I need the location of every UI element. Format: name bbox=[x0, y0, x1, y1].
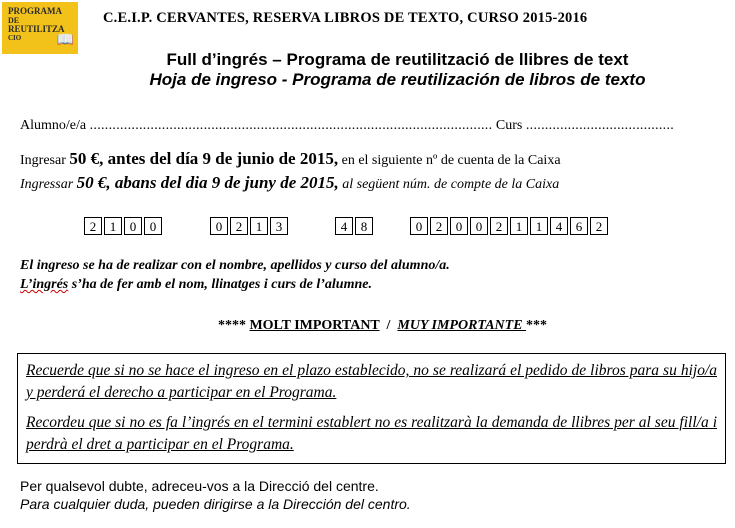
payment-ca-bank: la Caixa bbox=[511, 177, 560, 192]
account-digit: 6 bbox=[570, 217, 588, 235]
logo-line-2: DE bbox=[8, 16, 20, 25]
important-spanish: MUY IMPORTANTE bbox=[397, 318, 527, 333]
account-digit: 2 bbox=[84, 217, 102, 235]
account-digit: 4 bbox=[550, 217, 568, 235]
note-catalan bbox=[20, 277, 372, 293]
curs-label: Curs bbox=[495, 118, 523, 133]
account-digit: 3 bbox=[270, 217, 288, 235]
alumno-label: Alumno/e/a bbox=[20, 118, 87, 133]
curs-field[interactable]: ....................................... bbox=[525, 118, 675, 133]
title-catalan: Full d’ingrés – Programa de reutilització de llibres de text bbox=[166, 50, 629, 69]
account-digit: 0 bbox=[470, 217, 488, 235]
school-header: C.E.I.P. CERVANTES, RESERVA LIBROS DE TEXTO, CURSO 2015-2016 bbox=[103, 10, 588, 26]
warning-spanish: Recuerde que si no se hace el ingreso en el plazo establecido, no se realizará el pedido de libros para su hijo/a y perderá el derecho a participar en el Programa. bbox=[26, 362, 717, 401]
payment-es-deadline: , antes del día 9 de junio de 2015, bbox=[99, 149, 339, 168]
student-row bbox=[20, 118, 674, 134]
logo-line-1: PROGRAMA bbox=[8, 6, 62, 16]
program-logo bbox=[2, 2, 78, 54]
payment-es-amount: 50 € bbox=[69, 149, 100, 168]
important-stars-right: *** bbox=[526, 318, 548, 333]
account-digit: 0 bbox=[210, 217, 228, 235]
payment-ca-deadline: , abans del dia 9 de juny de 2015, bbox=[106, 173, 339, 192]
warning-catalan: Recordeu que si no es fa l’ingrés en el termini establert no es realitzarà la demanda de llibres per al seu fill/a i perdrà el dret a participar en el Programa. bbox=[26, 414, 717, 453]
alumno-field[interactable]: .......................................................................................................... bbox=[89, 118, 493, 133]
logo-line-4: CIO bbox=[8, 34, 22, 42]
account-digit: 0 bbox=[410, 217, 428, 235]
account-digit: 2 bbox=[590, 217, 608, 235]
payment-ca-amount: 50 € bbox=[76, 173, 107, 192]
note-ca-rest: s’ha de fer amb el nom, llinatges i curs de l’alumne. bbox=[68, 277, 372, 292]
account-digit: 2 bbox=[490, 217, 508, 235]
important-banner bbox=[0, 318, 735, 334]
account-office bbox=[210, 217, 290, 235]
account-digit: 0 bbox=[450, 217, 468, 235]
account-digit: 1 bbox=[530, 217, 548, 235]
book-icon: 📖 bbox=[56, 33, 74, 48]
note-spanish: El ingreso se ha de realizar con el nombre, apellidos y curso del alumno/a. bbox=[20, 258, 450, 273]
account-digit: 2 bbox=[230, 217, 248, 235]
account-digit: 1 bbox=[104, 217, 122, 235]
important-stars-left: **** bbox=[217, 318, 250, 333]
account-digit: 2 bbox=[430, 217, 448, 235]
account-digit: 0 bbox=[144, 217, 162, 235]
important-separator: / bbox=[379, 318, 398, 333]
important-catalan: MOLT IMPORTANT bbox=[249, 318, 380, 333]
account-digit: 4 bbox=[335, 217, 353, 235]
payment-es-prefix: Ingresar bbox=[20, 153, 70, 168]
title-spanish: Hoja de ingreso - Programa de reutilización de libros de texto bbox=[149, 70, 646, 89]
account-digit: 1 bbox=[250, 217, 268, 235]
account-digit: 0 bbox=[124, 217, 142, 235]
note-ca-word: L’ingrés bbox=[20, 277, 69, 292]
payment-ca-prefix: Ingressar bbox=[20, 177, 77, 192]
payment-catalan bbox=[20, 173, 559, 193]
account-digit: 8 bbox=[355, 217, 373, 235]
payment-ca-rest: al següent núm. de compte de bbox=[338, 177, 512, 192]
footer-catalan: Per qualsevol dubte, adreceu-vos a la Direcció del centre. bbox=[20, 478, 379, 494]
account-entity bbox=[84, 217, 164, 235]
account-control bbox=[335, 217, 375, 235]
payment-es-bank: la Caixa bbox=[514, 153, 561, 168]
payment-spanish bbox=[20, 149, 561, 169]
account-number bbox=[410, 217, 610, 235]
footer-spanish: Para cualquier duda, pueden dirigirse a la Dirección del centro. bbox=[20, 496, 411, 512]
payment-es-rest: en el siguiente nº de cuenta de bbox=[338, 153, 515, 168]
account-digit: 1 bbox=[510, 217, 528, 235]
warning-box bbox=[17, 353, 726, 464]
logo-line-3: REUTILITZA bbox=[8, 24, 65, 34]
